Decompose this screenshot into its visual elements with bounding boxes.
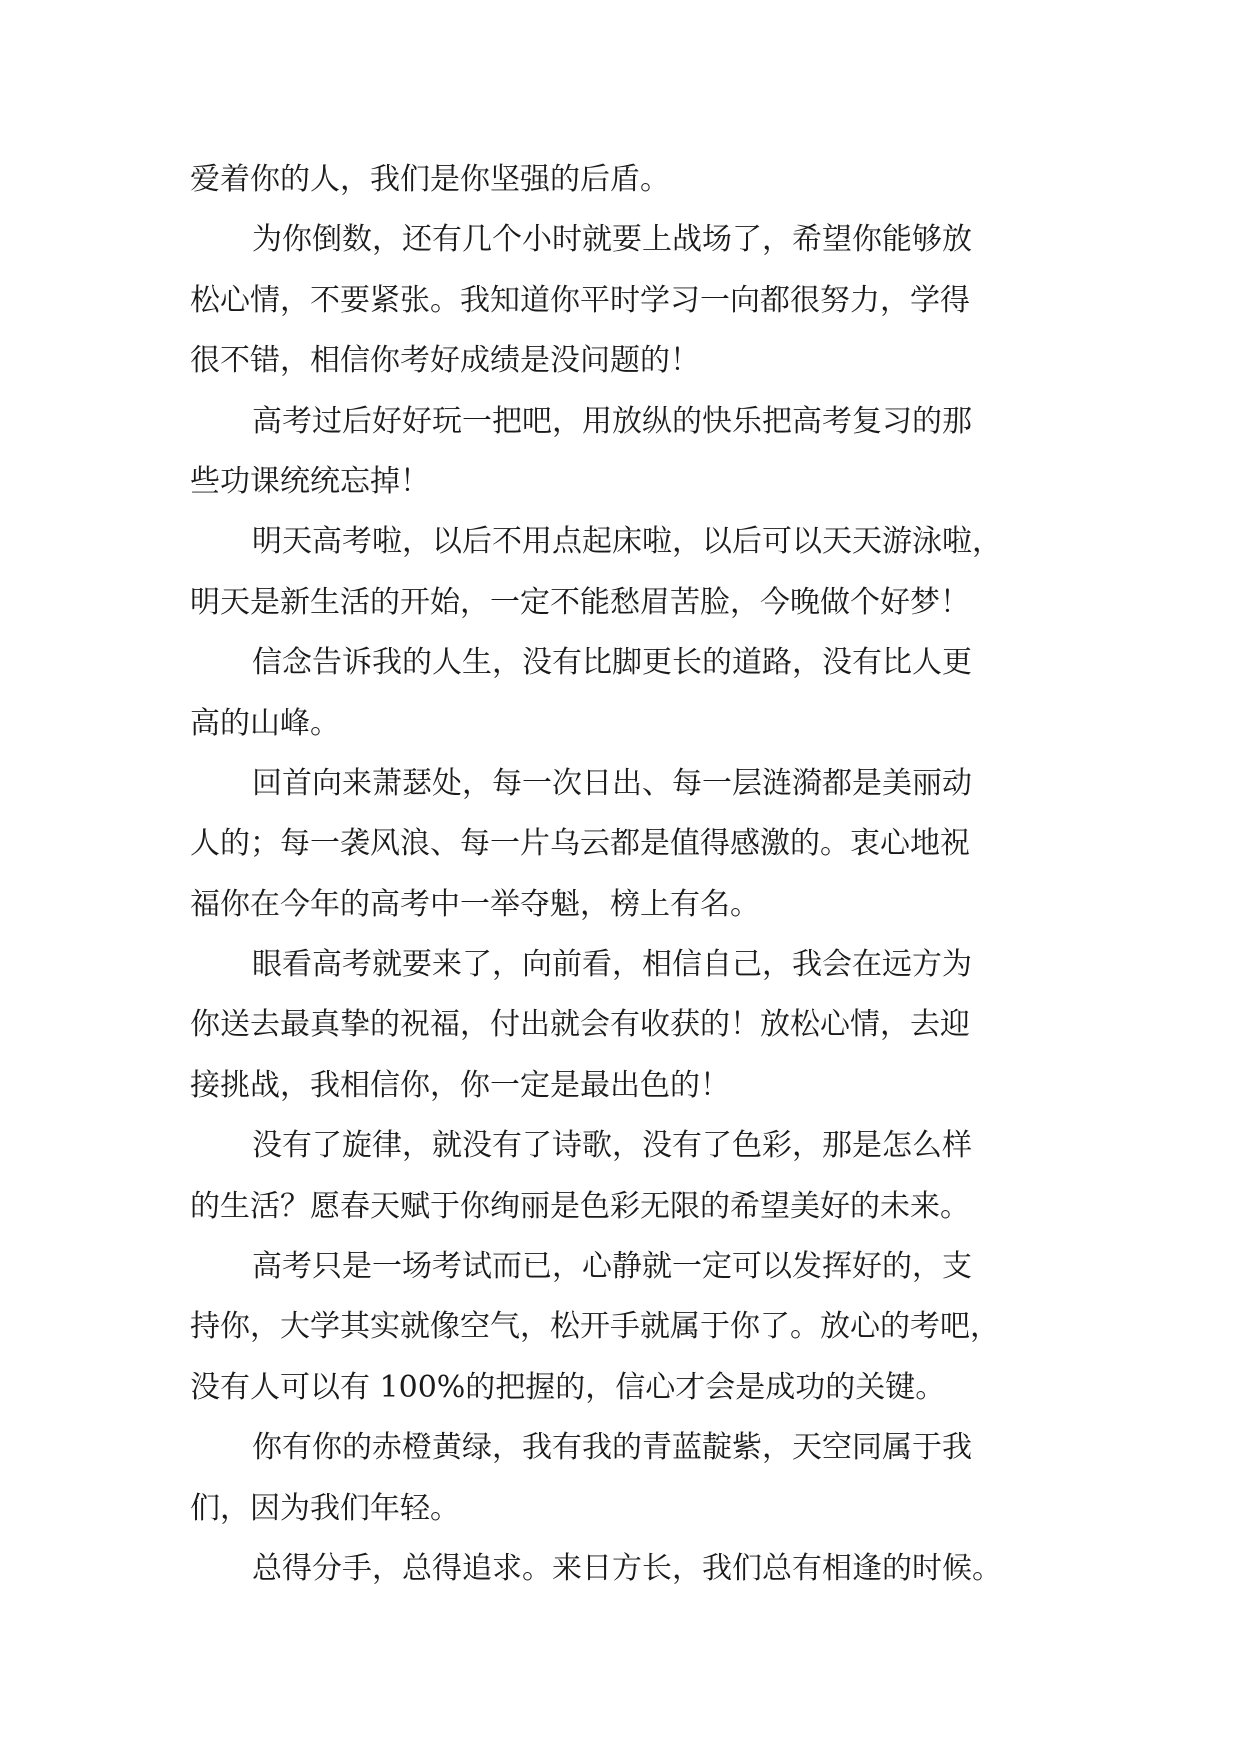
text-line: 总得分手，总得追求。来日方长，我们总有相逢的时候。 xyxy=(252,1550,1002,1586)
text-line: 的生活？愿春天赋于你绚丽是色彩无限的希望美好的未来。 xyxy=(190,1188,970,1224)
text-line: 持你，大学其实就像空气，松开手就属于你了。放心的考吧， xyxy=(190,1309,1000,1345)
text-line: 们，因为我们年轻。 xyxy=(190,1490,460,1526)
text-line: 接挑战，我相信你，你一定是最出色的！ xyxy=(190,1067,730,1103)
text-line: 你送去最真挚的祝福，付出就会有收获的！放松心情，去迎 xyxy=(190,1007,970,1043)
text-line: 没有人可以有 100%的把握的，信心才会是成功的关键。 xyxy=(190,1369,946,1405)
text-line: 福你在今年的高考中一举夺魁，榜上有名。 xyxy=(190,886,760,922)
document-body xyxy=(190,150,1050,1599)
text-line: 高考过后好好玩一把吧，用放纵的快乐把高考复习的那 xyxy=(252,403,972,439)
text-line: 回首向来萧瑟处，每一次日出、每一层涟漪都是美丽动 xyxy=(252,765,972,801)
text-line: 高的山峰。 xyxy=(190,705,340,741)
text-line: 很不错，相信你考好成绩是没问题的！ xyxy=(190,343,700,379)
text-line: 信念告诉我的人生，没有比脚更长的道路，没有比人更 xyxy=(252,645,972,681)
text-line: 爱着你的人，我们是你坚强的后盾。 xyxy=(190,162,670,197)
text-line: 明天是新生活的开始，一定不能愁眉苦脸，今晚做个好梦！ xyxy=(190,584,970,620)
text-line: 明天高考啦，以后不用点起床啦，以后可以天天游泳啦， xyxy=(252,524,1002,560)
text-line: 没有了旋律，就没有了诗歌，没有了色彩，那是怎么样 xyxy=(252,1128,972,1164)
text-line: 松心情，不要紧张。我知道你平时学习一向都很努力，学得 xyxy=(190,282,970,318)
text-line: 高考只是一场考试而已，心静就一定可以发挥好的，支 xyxy=(252,1249,972,1285)
text-line: 些功课统统忘掉！ xyxy=(190,463,430,499)
text-line: 人的；每一袭风浪、每一片乌云都是值得感激的。衷心地祝 xyxy=(190,826,970,862)
text-line: 为你倒数，还有几个小时就要上战场了，希望你能够放 xyxy=(252,222,972,258)
text-line: 眼看高考就要来了，向前看，相信自己，我会在远方为 xyxy=(252,947,972,983)
text-line: 你有你的赤橙黄绿，我有我的青蓝靛紫，天空同属于我 xyxy=(252,1430,972,1466)
